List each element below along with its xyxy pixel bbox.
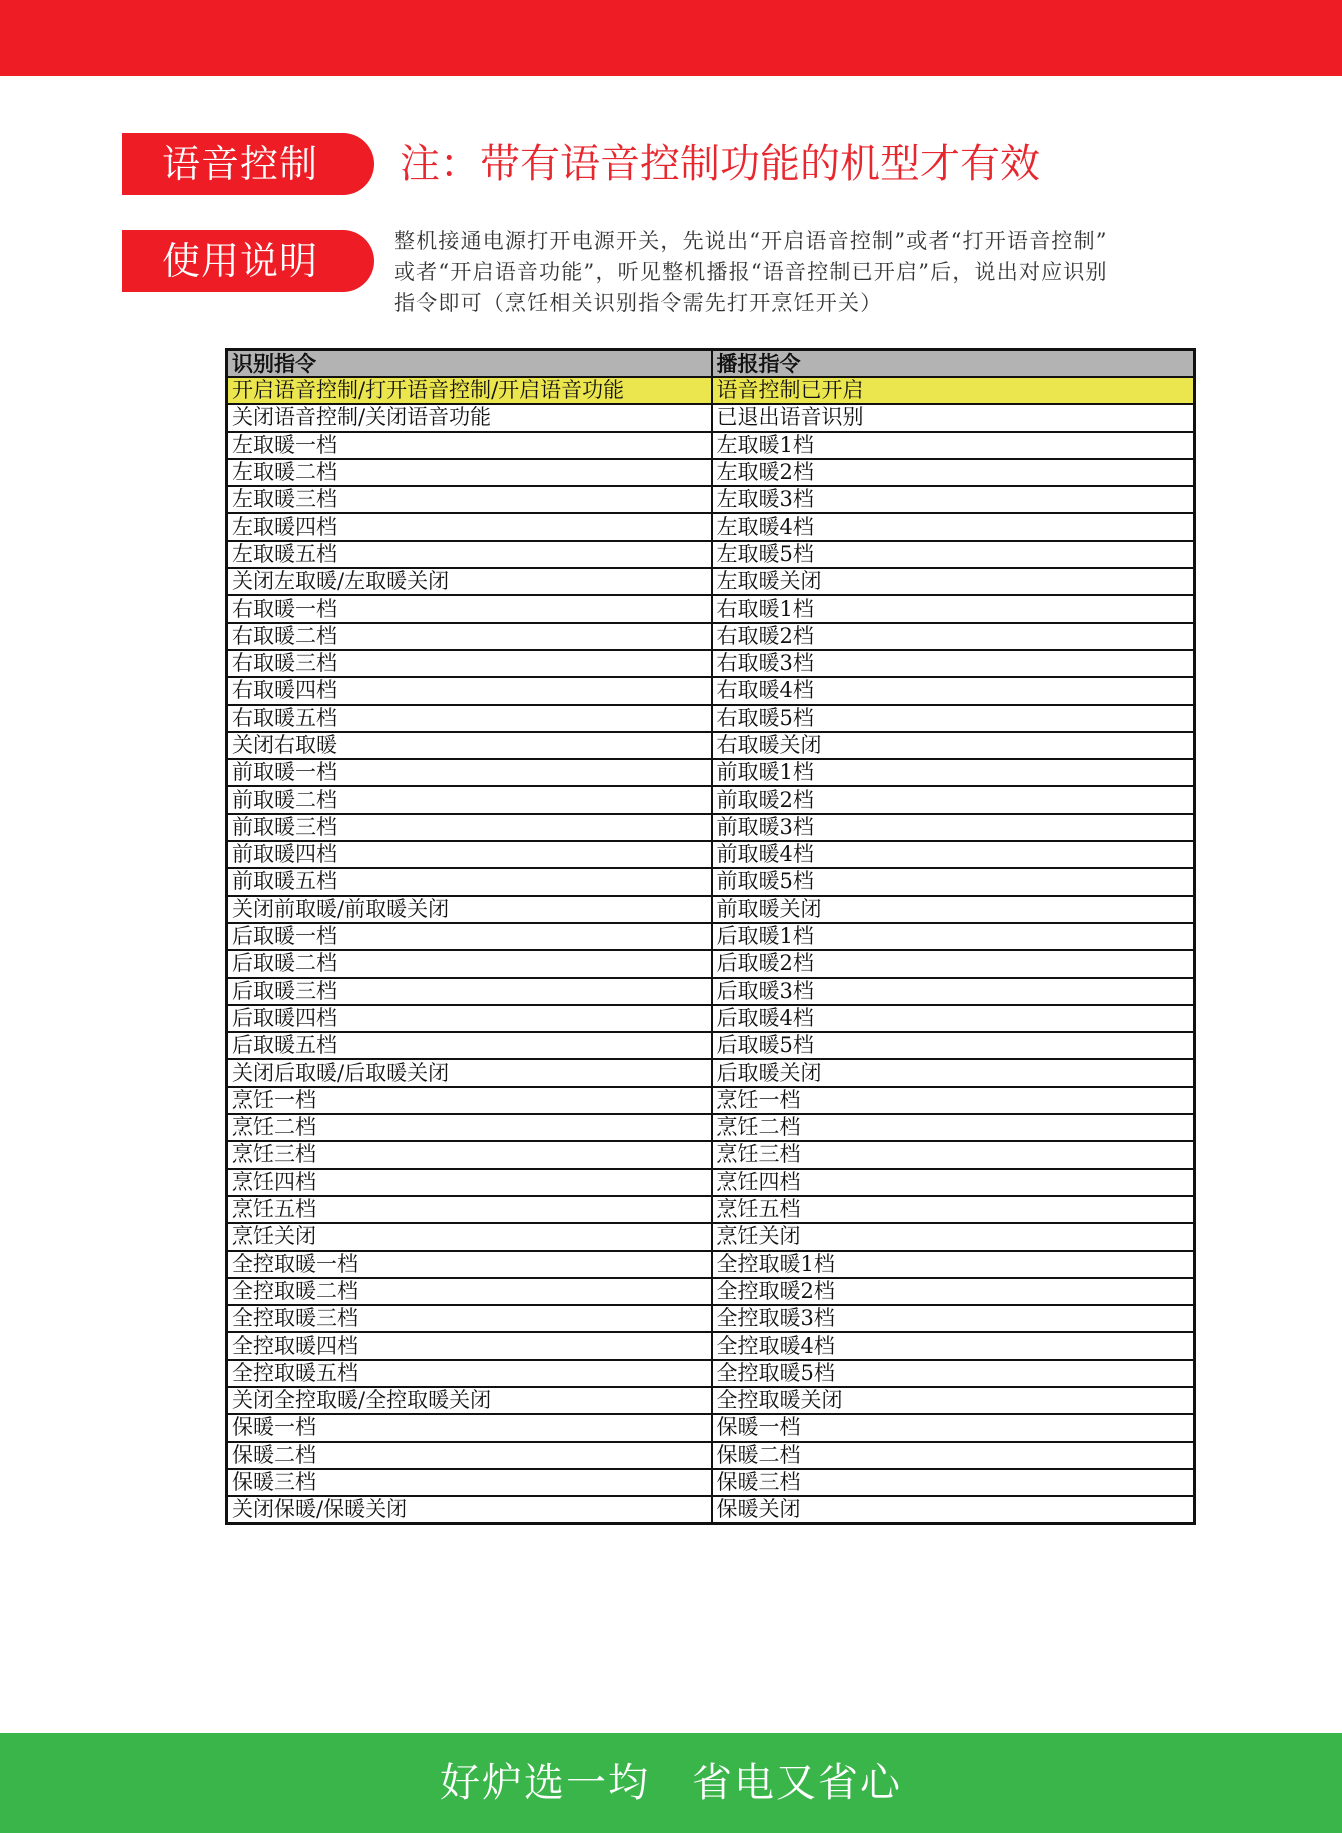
recognition-command-cell: 左取暖四档 — [227, 513, 712, 540]
broadcast-command-cell: 右取暖1档 — [712, 595, 1195, 622]
recognition-command-cell: 前取暖四档 — [227, 841, 712, 868]
command-table — [225, 348, 1196, 1525]
recognition-command-cell: 保暖三档 — [227, 1469, 712, 1496]
table-row — [227, 404, 1195, 431]
broadcast-command-cell: 已退出语音识别 — [712, 404, 1195, 431]
recognition-command-cell: 后取暖四档 — [227, 1005, 712, 1032]
recognition-command-cell: 右取暖一档 — [227, 595, 712, 622]
recognition-command-cell: 开启语音控制/打开语音控制/开启语音功能 — [227, 377, 712, 404]
recognition-command-cell: 烹饪三档 — [227, 1141, 712, 1168]
table-row — [227, 868, 1195, 895]
instructions-line-1: 整机接通电源打开电源开关，先说出“开启语音控制”或者“打开语音控制” — [394, 229, 1108, 253]
usage-instructions — [394, 226, 1254, 319]
broadcast-command-cell: 语音控制已开启 — [712, 377, 1195, 404]
table-row — [227, 1496, 1195, 1524]
broadcast-command-cell: 全控取暖1档 — [712, 1251, 1195, 1278]
header-recognition-command: 识别指令 — [227, 350, 712, 378]
table-row — [227, 1223, 1195, 1250]
recognition-command-cell: 全控取暖四档 — [227, 1332, 712, 1359]
broadcast-command-cell: 后取暖1档 — [712, 923, 1195, 950]
table-row — [227, 432, 1195, 459]
broadcast-command-cell: 全控取暖3档 — [712, 1305, 1195, 1332]
broadcast-command-cell: 左取暖5档 — [712, 541, 1195, 568]
table-row — [227, 541, 1195, 568]
broadcast-command-cell: 烹饪五档 — [712, 1196, 1195, 1223]
recognition-command-cell: 关闭语音控制/关闭语音功能 — [227, 404, 712, 431]
broadcast-command-cell: 全控取暖5档 — [712, 1360, 1195, 1387]
broadcast-command-cell: 全控取暖4档 — [712, 1332, 1195, 1359]
broadcast-command-cell: 全控取暖2档 — [712, 1278, 1195, 1305]
top-banner — [0, 0, 1342, 76]
broadcast-command-cell: 烹饪关闭 — [712, 1223, 1195, 1250]
table-row — [227, 1032, 1195, 1059]
table-row — [227, 595, 1195, 622]
recognition-command-cell: 关闭左取暖/左取暖关闭 — [227, 568, 712, 595]
recognition-command-cell: 关闭右取暖 — [227, 732, 712, 759]
broadcast-command-cell: 烹饪一档 — [712, 1087, 1195, 1114]
broadcast-command-cell: 后取暖关闭 — [712, 1059, 1195, 1086]
broadcast-command-cell: 左取暖2档 — [712, 459, 1195, 486]
recognition-command-cell: 烹饪二档 — [227, 1114, 712, 1141]
table-header-row — [227, 350, 1195, 378]
recognition-command-cell: 烹饪一档 — [227, 1087, 712, 1114]
broadcast-command-cell: 前取暖关闭 — [712, 896, 1195, 923]
table-row — [227, 1251, 1195, 1278]
broadcast-command-cell: 烹饪二档 — [712, 1114, 1195, 1141]
broadcast-command-cell: 后取暖3档 — [712, 978, 1195, 1005]
recognition-command-cell: 左取暖二档 — [227, 459, 712, 486]
table-row — [227, 513, 1195, 540]
broadcast-command-cell: 前取暖1档 — [712, 759, 1195, 786]
table-row — [227, 1414, 1195, 1441]
table-row — [227, 732, 1195, 759]
table-body — [227, 377, 1195, 1524]
usage-tag: 使用说明 — [122, 230, 374, 292]
broadcast-command-cell: 保暖三档 — [712, 1469, 1195, 1496]
table-row — [227, 1059, 1195, 1086]
table-row — [227, 705, 1195, 732]
recognition-command-cell: 后取暖三档 — [227, 978, 712, 1005]
broadcast-command-cell: 前取暖3档 — [712, 814, 1195, 841]
table-row — [227, 1087, 1195, 1114]
recognition-command-cell: 前取暖五档 — [227, 868, 712, 895]
broadcast-command-cell: 前取暖2档 — [712, 786, 1195, 813]
table-row — [227, 650, 1195, 677]
voice-control-tag: 语音控制 — [122, 133, 374, 195]
table-row — [227, 786, 1195, 813]
broadcast-command-cell: 全控取暖关闭 — [712, 1387, 1195, 1414]
recognition-command-cell: 左取暖五档 — [227, 541, 712, 568]
recognition-command-cell: 关闭全控取暖/全控取暖关闭 — [227, 1387, 712, 1414]
table-row — [227, 459, 1195, 486]
recognition-command-cell: 前取暖二档 — [227, 786, 712, 813]
recognition-command-cell: 全控取暖五档 — [227, 1360, 712, 1387]
instructions-line-2: 或者“开启语音功能”，听见整机播报“语音控制已开启”后，说出对应识别 — [394, 260, 1108, 284]
slogan-banner: 好炉选一均 省电又省心 — [0, 1733, 1342, 1833]
recognition-command-cell: 右取暖四档 — [227, 677, 712, 704]
recognition-command-cell: 全控取暖三档 — [227, 1305, 712, 1332]
broadcast-command-cell: 保暖二档 — [712, 1442, 1195, 1469]
table-row — [227, 950, 1195, 977]
model-note: 注：带有语音控制功能的机型才有效 — [400, 141, 1040, 187]
recognition-command-cell: 烹饪四档 — [227, 1169, 712, 1196]
broadcast-command-cell: 后取暖4档 — [712, 1005, 1195, 1032]
recognition-command-cell: 保暖一档 — [227, 1414, 712, 1441]
table-row — [227, 1305, 1195, 1332]
recognition-command-cell: 后取暖二档 — [227, 950, 712, 977]
broadcast-command-cell: 烹饪三档 — [712, 1141, 1195, 1168]
broadcast-command-cell: 后取暖5档 — [712, 1032, 1195, 1059]
table-row — [227, 978, 1195, 1005]
broadcast-command-cell: 右取暖5档 — [712, 705, 1195, 732]
recognition-command-cell: 全控取暖二档 — [227, 1278, 712, 1305]
recognition-command-cell: 前取暖一档 — [227, 759, 712, 786]
table-row — [227, 759, 1195, 786]
table-row — [227, 1141, 1195, 1168]
recognition-command-cell: 右取暖五档 — [227, 705, 712, 732]
recognition-command-cell: 右取暖二档 — [227, 623, 712, 650]
broadcast-command-cell: 右取暖4档 — [712, 677, 1195, 704]
table-row — [227, 1005, 1195, 1032]
header-broadcast-command: 播报指令 — [712, 350, 1195, 378]
recognition-command-cell: 全控取暖一档 — [227, 1251, 712, 1278]
broadcast-command-cell: 后取暖2档 — [712, 950, 1195, 977]
table-row — [227, 1332, 1195, 1359]
table-row — [227, 1196, 1195, 1223]
recognition-command-cell: 保暖二档 — [227, 1442, 712, 1469]
table-row — [227, 486, 1195, 513]
broadcast-command-cell: 右取暖3档 — [712, 650, 1195, 677]
broadcast-command-cell: 左取暖3档 — [712, 486, 1195, 513]
table-row — [227, 623, 1195, 650]
table-row — [227, 377, 1195, 404]
recognition-command-cell: 关闭前取暖/前取暖关闭 — [227, 896, 712, 923]
broadcast-command-cell: 右取暖2档 — [712, 623, 1195, 650]
table-row — [227, 1442, 1195, 1469]
table-row — [227, 923, 1195, 950]
table-row — [227, 814, 1195, 841]
table-row — [227, 1360, 1195, 1387]
recognition-command-cell: 后取暖一档 — [227, 923, 712, 950]
broadcast-command-cell: 前取暖4档 — [712, 841, 1195, 868]
recognition-command-cell: 后取暖五档 — [227, 1032, 712, 1059]
broadcast-command-cell: 左取暖关闭 — [712, 568, 1195, 595]
recognition-command-cell: 右取暖三档 — [227, 650, 712, 677]
recognition-command-cell: 左取暖三档 — [227, 486, 712, 513]
recognition-command-cell: 前取暖三档 — [227, 814, 712, 841]
recognition-command-cell: 关闭后取暖/后取暖关闭 — [227, 1059, 712, 1086]
table-row — [227, 1387, 1195, 1414]
table-row — [227, 1278, 1195, 1305]
table-row — [227, 677, 1195, 704]
table-row — [227, 1469, 1195, 1496]
broadcast-command-cell: 左取暖4档 — [712, 513, 1195, 540]
broadcast-command-cell: 保暖关闭 — [712, 1496, 1195, 1524]
table-row — [227, 568, 1195, 595]
broadcast-command-cell: 保暖一档 — [712, 1414, 1195, 1441]
broadcast-command-cell: 右取暖关闭 — [712, 732, 1195, 759]
broadcast-command-cell: 左取暖1档 — [712, 432, 1195, 459]
table-row — [227, 1169, 1195, 1196]
table-row — [227, 1114, 1195, 1141]
table-row — [227, 896, 1195, 923]
broadcast-command-cell: 烹饪四档 — [712, 1169, 1195, 1196]
instructions-line-3: 指令即可（烹饪相关识别指令需先打开烹饪开关） — [394, 291, 883, 315]
table-row — [227, 841, 1195, 868]
recognition-command-cell: 关闭保暖/保暖关闭 — [227, 1496, 712, 1524]
broadcast-command-cell: 前取暖5档 — [712, 868, 1195, 895]
recognition-command-cell: 左取暖一档 — [227, 432, 712, 459]
recognition-command-cell: 烹饪关闭 — [227, 1223, 712, 1250]
recognition-command-cell: 烹饪五档 — [227, 1196, 712, 1223]
